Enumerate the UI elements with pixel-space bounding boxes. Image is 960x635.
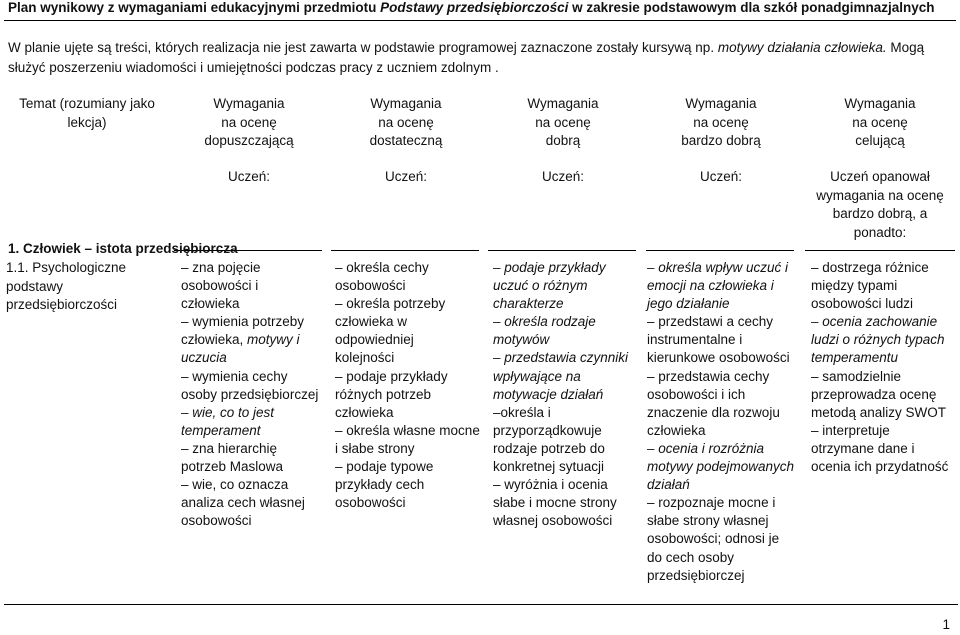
requirement-line: człowieka: [647, 422, 706, 438]
requirement-line: osobowości ludzi: [811, 296, 914, 312]
header-topic-line: lekcja): [67, 114, 107, 130]
requirement-line: osobowości: [181, 513, 252, 529]
requirement-line: własnej osobowości: [493, 513, 613, 529]
requirement-line: – wymienia cechy: [181, 368, 288, 384]
requirement-line: uczuć o różnym: [493, 278, 588, 294]
requirement-line: przyporządkowuje: [493, 422, 602, 438]
header-line: Wymagania: [527, 96, 599, 111]
requirement-line: człowieka: [335, 404, 394, 420]
requirement-line: motywów: [493, 332, 550, 348]
requirement-line: różnych potrzeb: [335, 386, 432, 402]
top-divider: [4, 20, 956, 21]
title-part1: Plan wynikowy z wymaganiami edukacyjnymi przedmiotu: [8, 0, 381, 15]
requirement-line: – ocenia i rozróżnia: [647, 440, 765, 456]
requirement-line: temperamentu: [811, 350, 899, 366]
title-subject: Podstawy przedsiębiorczości: [380, 0, 569, 15]
topic-line: 1.1. Psychologiczne: [6, 260, 127, 275]
column-divider: [488, 250, 636, 251]
requirement-line: działań: [647, 477, 690, 493]
requirement-line: temperament: [181, 422, 261, 438]
requirement-line: odpowiedniej: [335, 332, 414, 348]
requirement-line: osobowości i ich: [647, 386, 746, 402]
header-line: Wymagania: [685, 96, 757, 111]
header-line: dobrą: [545, 133, 581, 148]
requirement-line: [181, 331, 333, 349]
requirement-line: człowieka: [181, 296, 240, 312]
requirement-line: – zna pojęcie: [181, 260, 261, 275]
requirement-line: instrumentalne i: [647, 332, 743, 348]
requirement-line: wpływające na: [493, 368, 581, 384]
column-divider: [646, 250, 794, 251]
student-label-line: wymagania na ocenę: [816, 187, 944, 203]
requirement-line: osobowości: [335, 278, 406, 294]
requirement-line: – podaje typowe: [335, 459, 434, 475]
student-label-line: ponadto:: [853, 224, 907, 240]
requirement-line: ludzi o różnych typach: [811, 332, 945, 348]
requirement-line: – określa własne mocne: [335, 422, 480, 438]
header-line: Wymagania: [370, 96, 442, 111]
requirement-line: między typami: [811, 278, 898, 294]
column-divider: [805, 250, 955, 251]
requirement-line: – przedstawia czynniki: [493, 350, 629, 366]
student-label: Uczeń:: [384, 169, 428, 184]
requirement-line: – określa cechy: [335, 260, 429, 275]
requirement-line: – wyróżnia i ocenia: [493, 477, 608, 493]
requirement-line: słabe i mocne strony: [493, 495, 617, 511]
requirement-line: motywacje działań: [493, 386, 604, 402]
requirement-line: emocji na człowieka i: [647, 278, 774, 294]
requirement-line: – wymienia potrzeby: [181, 314, 305, 330]
requirement-line: i słabe strony: [335, 440, 415, 456]
requirements-dobra: [493, 259, 645, 530]
header-line: dopuszczającą: [204, 133, 294, 148]
student-label: Uczeń:: [227, 169, 271, 184]
page-title: [8, 0, 960, 16]
student-label-celujaca: [805, 168, 955, 242]
requirement-line: charakterze: [493, 296, 564, 312]
student-label: Uczeń:: [699, 169, 743, 184]
header-grade-dopuszczajaca: [174, 95, 324, 151]
header-line: na ocenę: [378, 114, 434, 130]
topic-cell: [6, 259, 156, 315]
requirement-line: konkretnej sytuacji: [493, 459, 605, 475]
student-label-line: Uczeń opanował: [830, 169, 930, 184]
requirement-line: przedsiębiorczej: [647, 567, 745, 583]
header-line: Wymagania: [844, 96, 916, 111]
requirements-dostateczna: [335, 259, 487, 512]
intro-note: [8, 38, 948, 78]
requirement-line: przykłady cech: [335, 477, 425, 493]
requirement-segment: człowieka,: [181, 332, 248, 348]
requirement-line: osoby przedsiębiorczej: [181, 386, 319, 402]
header-grade-dobra: [488, 95, 638, 151]
requirement-line: – zna hierarchię: [181, 440, 278, 456]
requirement-line: – wie, co oznacza: [181, 477, 289, 493]
requirement-line: – ocenia zachowanie: [811, 314, 938, 330]
topic-line: podstawy: [6, 278, 64, 294]
requirement-line: jego działanie: [647, 296, 730, 312]
requirement-line: osobowości; odnosi je: [647, 531, 780, 547]
column-divider: [331, 250, 479, 251]
header-topic-line: Temat (rozumiany jako: [19, 96, 155, 111]
requirement-line: rodzaje potrzeb do: [493, 440, 605, 456]
requirement-segment: motywy i: [247, 332, 300, 348]
requirement-line: motywy podejmowanych: [647, 459, 795, 475]
requirement-line: – określa rodzaje: [493, 314, 596, 330]
requirement-line: kolejności: [335, 350, 395, 366]
requirement-line: człowieka w: [335, 314, 408, 330]
requirement-line: – przedstawia cechy: [647, 368, 770, 384]
header-grade-bardzo-dobra: [646, 95, 796, 151]
requirements-dopuszczajaca: [181, 259, 333, 530]
topic-line: przedsiębiorczości: [6, 297, 118, 312]
requirement-line: – przedstawi a cechy: [647, 314, 774, 330]
requirement-line: – podaje przykłady: [335, 368, 448, 384]
intro-example: motywy działania człowieka.: [717, 40, 887, 55]
requirement-line: –określa i: [493, 404, 551, 420]
requirement-line: – określa wpływ uczuć i: [647, 260, 789, 275]
title-part2: w zakresie podstawowym dla szkół ponadgimnazjalnych: [568, 0, 935, 15]
requirement-line: znaczenie dla rozwoju: [647, 404, 780, 420]
header-line: na ocenę: [852, 114, 908, 130]
requirement-line: przeprowadza ocenę: [811, 386, 937, 402]
requirement-line: do cech osoby: [647, 549, 735, 565]
requirement-line: – podaje przykłady: [493, 260, 606, 275]
requirement-line: – określa potrzeby: [335, 296, 446, 312]
requirement-line: – wie, co to jest: [181, 404, 275, 420]
requirements-bardzo-dobra: [647, 259, 799, 585]
header-grade-dostateczna: [331, 95, 481, 151]
student-label-line: bardzo dobrą, a: [832, 206, 928, 221]
header-line: bardzo dobrą: [681, 133, 761, 148]
header-grade-celujaca: [805, 95, 955, 151]
intro-text1: W planie ujęte są treści, których realizacja nie jest zawarta w podstawie programowej zaznaczone zostały kursywą np.: [8, 40, 718, 55]
header-topic: [12, 95, 162, 132]
header-line: na ocenę: [221, 114, 277, 130]
requirement-line: – rozpoznaje mocne i: [647, 495, 776, 511]
requirement-line: uczucia: [181, 350, 227, 366]
intro-text2: Mogą służyć poszerzeniu wiadomości i umiejętności podczas pracy z uczniem zdolnym .: [8, 40, 925, 75]
header-line: celującą: [855, 133, 905, 148]
requirement-line: otrzymane dane i: [811, 440, 915, 456]
student-label: Uczeń:: [541, 169, 585, 184]
page-number: 1: [942, 617, 950, 632]
requirements-celujaca: [811, 259, 960, 476]
header-line: dostateczną: [369, 133, 443, 148]
requirement-line: – samodzielnie: [811, 368, 902, 384]
requirement-line: analiza cech własnej: [181, 495, 305, 511]
requirement-line: kierunkowe osobowości: [647, 350, 790, 366]
header-line: na ocenę: [693, 114, 749, 130]
requirement-line: osobowości i: [181, 278, 259, 294]
requirement-line: metodą analizy SWOT: [811, 404, 947, 420]
requirement-line: ocenia ich przydatność: [811, 459, 949, 475]
header-line: Wymagania: [213, 96, 285, 111]
section-title: 1. Człowiek – istota przedsiębiorcza: [8, 241, 238, 256]
requirement-line: potrzeb Maslowa: [181, 459, 284, 475]
requirement-line: – dostrzega różnice: [811, 260, 929, 275]
requirement-line: słabe strony własnej: [647, 513, 769, 529]
header-line: na ocenę: [535, 114, 591, 130]
bottom-divider: [4, 604, 958, 605]
requirement-line: – interpretuje: [811, 422, 890, 438]
requirement-line: osobowości: [335, 495, 406, 511]
